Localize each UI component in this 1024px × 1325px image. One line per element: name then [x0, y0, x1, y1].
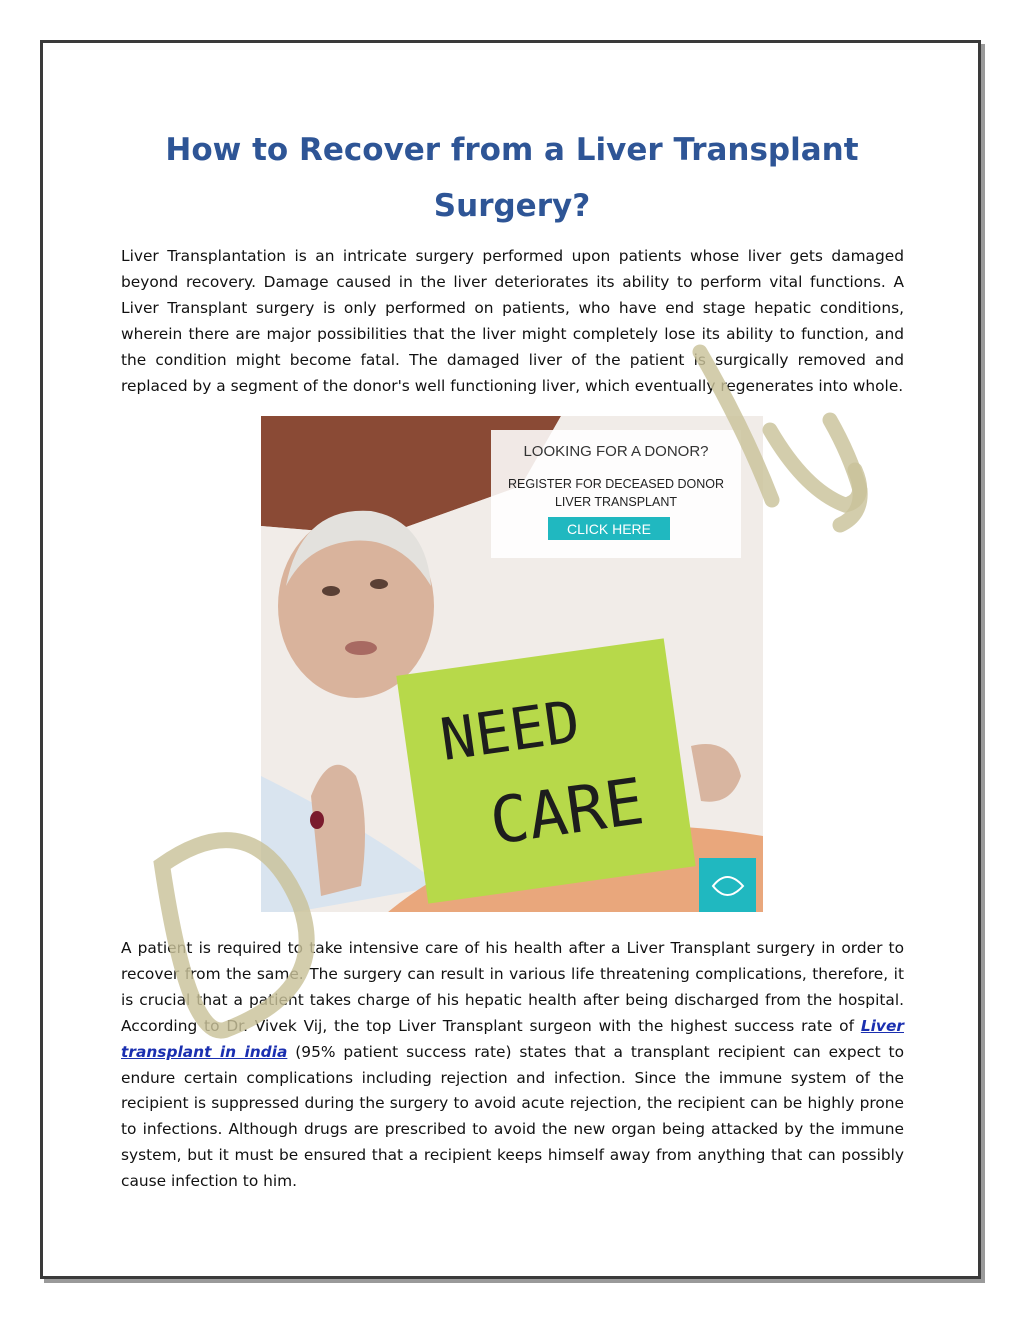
recovery-paragraph	[121, 936, 904, 1195]
click-here-label: CLICK HERE	[566, 521, 652, 537]
liver-transplant-link[interactable]: Liver transplant in india	[121, 1016, 904, 1061]
promo-illustration	[261, 416, 763, 918]
sign-text-care: CARE	[485, 765, 649, 860]
eye-right	[370, 579, 388, 589]
recovery-text-end: (95% patient success rate) states that a transplant recipient can expect to endure certain complications including rejection and infection. Since the immune system of the recipient is suppressed during the surgery to avoid acute rejection, the recipient can be highly prone to infections. Although drugs are prescribed to avoid the new organ being attacked by the immune system, but it must be ensured that a recipient keeps himself away from anything that can possibly cause infection to him.	[121, 1042, 904, 1191]
banner-line1: REGISTER FOR DECEASED DONOR	[508, 477, 724, 491]
banner-heading: LOOKING FOR A DONOR?	[523, 443, 709, 460]
image-bottom-strip	[261, 912, 763, 918]
hospital-logo	[699, 858, 756, 913]
eye-left	[322, 586, 340, 596]
need-care-sign	[396, 638, 695, 903]
mouth	[345, 641, 377, 655]
intro-paragraph: Liver Transplantation is an intricate surgery performed upon patients whose liver gets damaged beyond recovery. Damage caused in the liver deteriorates its ability to perform vital functions. A Liver Transplant surgery is only performed on patients, who have end stage hepatic conditions, wherein there are major possibilities that the liver might completely lose its ability to function, and the condition might become fatal. The damaged liver of the patient is surgically removed and replaced by a segment of the donor's well functioning liver, which eventually regenerates into whole.	[121, 247, 904, 395]
sign-board	[396, 638, 695, 903]
promo-image[interactable]	[261, 416, 763, 918]
nail	[310, 811, 324, 829]
page-title: How to Recover from a Liver Transplant Surgery?	[165, 132, 859, 224]
sign-text-need: NEED	[436, 687, 584, 775]
recovery-text-start: A patient is required to take intensive care of his health after a Liver Transplant surgery in order to recover from the same. The surgery can result in various life threatening complications, therefore, it is crucial that a patient takes charge of his hepatic health after being discharged from the hospital. According to Dr. Vivek Vij, the top Liver Transplant surgeon with the highest success rate of	[121, 939, 904, 1035]
banner-line2: LIVER TRANSPLANT	[554, 495, 678, 509]
patient-hand	[311, 765, 365, 896]
